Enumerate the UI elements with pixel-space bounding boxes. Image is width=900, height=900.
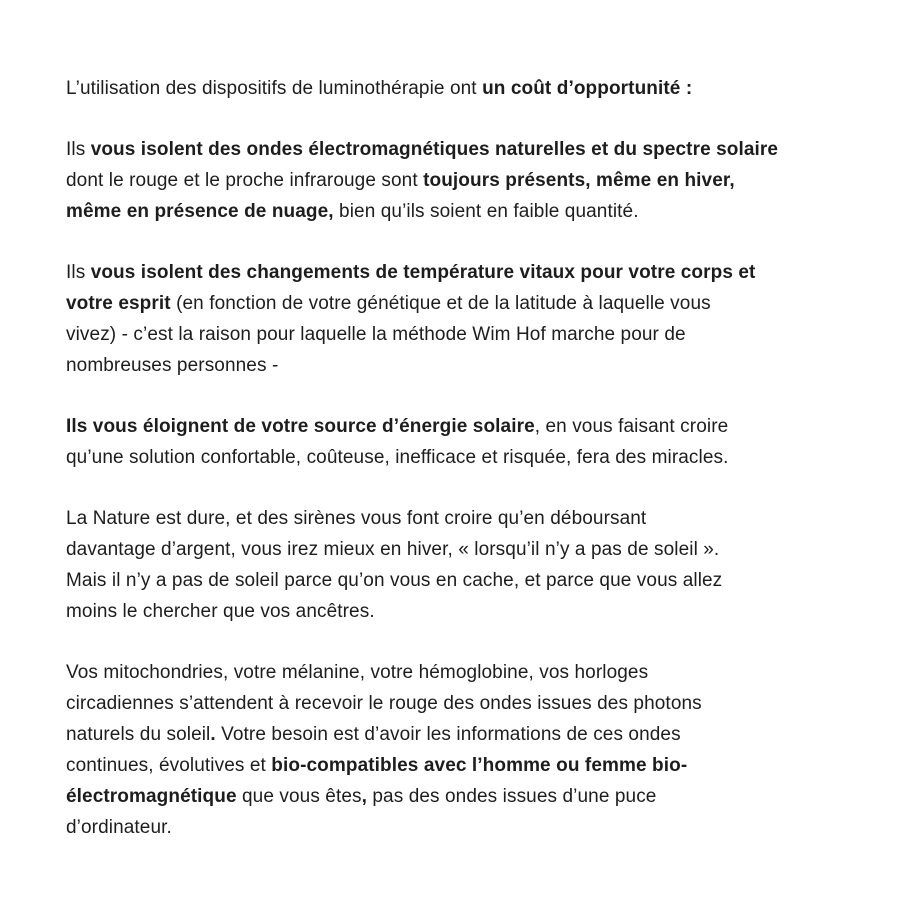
article-body — [66, 73, 866, 873]
text-segment: que vous êtes — [236, 786, 362, 807]
text-line — [66, 442, 866, 473]
text-line — [66, 688, 866, 719]
text-segment: Ils — [66, 139, 91, 160]
text-line — [66, 596, 866, 627]
paragraph-nature-dure — [66, 503, 866, 627]
bold-text-segment: bio-compatibles avec l’homme ou femme bio- — [271, 755, 688, 776]
bold-text-segment: Ils vous éloignent de votre source d’énergie solaire — [66, 416, 535, 437]
text-line — [66, 257, 866, 288]
bold-text-segment: un coût d’opportunité : — [482, 78, 693, 99]
text-line — [66, 350, 866, 381]
paragraph-isolation-temperature — [66, 257, 866, 381]
text-segment: vivez) - c’est la raison pour laquelle la méthode Wim Hof marche pour de — [66, 324, 686, 345]
bold-text-segment: électromagnétique — [66, 786, 237, 807]
text-line — [66, 503, 866, 534]
bold-text-segment: . — [210, 724, 216, 745]
text-segment: La Nature est dure, et des sirènes vous font croire qu’en déboursant — [66, 508, 647, 529]
paragraph-eloignement-energie — [66, 411, 866, 473]
text-line — [66, 812, 866, 843]
text-segment: nombreuses personnes - — [66, 355, 279, 376]
text-segment: continues, évolutives et — [66, 755, 272, 776]
text-line — [66, 288, 866, 319]
bold-text-segment: votre esprit — [66, 293, 171, 314]
text-line — [66, 534, 866, 565]
text-segment: circadiennes s’attendent à recevoir le rouge des ondes issues des photons — [66, 693, 702, 714]
text-segment: Ils — [66, 262, 91, 283]
text-segment: d’ordinateur. — [66, 817, 172, 838]
text-segment: (en fonction de votre génétique et de la latitude à laquelle vous — [170, 293, 711, 314]
bold-text-segment: même en présence de nuage, — [66, 201, 334, 222]
text-segment: qu’une solution confortable, coûteuse, inefficace et risquée, fera des miracles. — [66, 447, 729, 468]
text-segment: davantage d’argent, vous irez mieux en hiver, « lorsqu’il n’y a pas de soleil ». — [66, 539, 720, 560]
text-segment: Vos mitochondries, votre mélanine, votre hémoglobine, vos horloges — [66, 662, 649, 683]
text-segment: bien qu’ils soient en faible quantité. — [333, 201, 639, 222]
text-line — [66, 657, 866, 688]
bold-text-segment: toujours présents, même en hiver, — [423, 170, 735, 191]
paragraph-mitochondries — [66, 657, 866, 843]
text-segment: Mais il n’y a pas de soleil parce qu’on vous en cache, et parce que vous allez — [66, 570, 723, 591]
text-line — [66, 750, 866, 781]
text-line — [66, 411, 866, 442]
text-segment: dont le rouge et le proche infrarouge sont — [66, 170, 424, 191]
text-line — [66, 719, 866, 750]
text-segment: L’utilisation des dispositifs de luminothérapie ont — [66, 78, 483, 99]
text-line — [66, 319, 866, 350]
paragraph-opportunity-cost-intro — [66, 73, 866, 104]
paragraph-isolation-ondes — [66, 134, 866, 227]
text-line — [66, 565, 866, 596]
bold-text-segment: , — [361, 786, 368, 807]
text-line — [66, 165, 866, 196]
text-segment: moins le chercher que vos ancêtres. — [66, 601, 375, 622]
text-segment: naturels du soleil — [66, 724, 211, 745]
text-line — [66, 134, 866, 165]
text-line — [66, 73, 866, 104]
text-segment: Votre besoin est d’avoir les informations de ces ondes — [215, 724, 681, 745]
text-segment: , en vous faisant croire — [534, 416, 729, 437]
text-line — [66, 196, 866, 227]
bold-text-segment: vous isolent des changements de température vitaux pour votre corps et — [90, 262, 756, 283]
text-segment: pas des ondes issues d’une puce — [367, 786, 657, 807]
bold-text-segment: vous isolent des ondes électromagnétiques naturelles et du spectre solaire — [90, 139, 779, 160]
text-line — [66, 781, 866, 812]
